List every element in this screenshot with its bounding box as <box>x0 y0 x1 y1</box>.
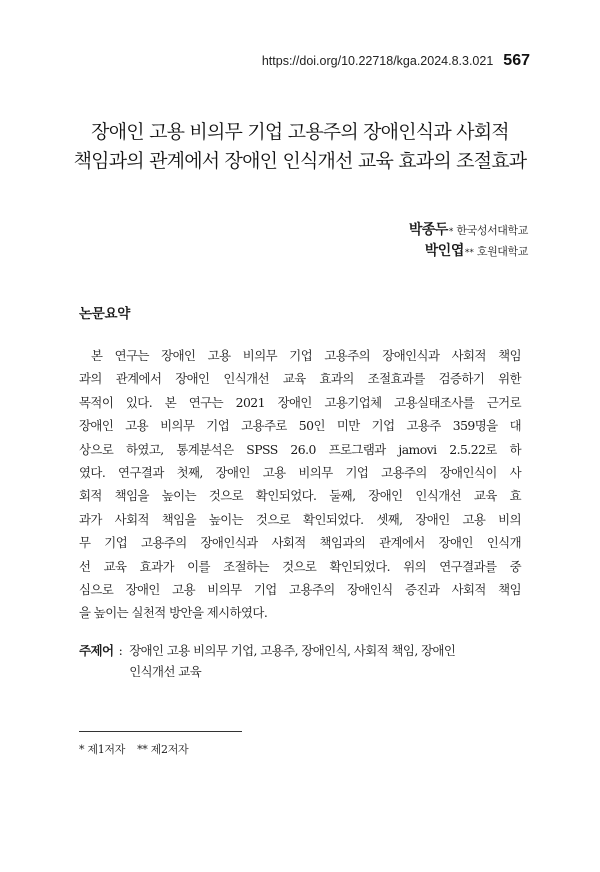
abstract-line: 목적이 있다. 본 연구는 2021 장애인 고용기업체 고용실태조사를 근거로 <box>79 394 521 410</box>
abstract-heading: 논문요약 <box>79 306 130 322</box>
page-header <box>262 52 530 70</box>
abstract-line: 심으로 장애인 고용 비의무 기업 고용주의 장애인식 증진과 사회적 책임 <box>79 582 521 598</box>
abstract-body <box>79 344 521 625</box>
keywords-line: 인식개선 교육 <box>129 664 202 679</box>
keywords-line: 장애인 고용 비의무 기업, 고용주, 장애인식, 사회적 책임, 장애인 <box>129 643 456 658</box>
author-mark: * <box>448 227 454 237</box>
keywords-colon: : <box>118 643 123 658</box>
abstract-line: 였다. 연구결과 첫째, 장애인 고용 비의무 기업 고용주의 장애인식이 사 <box>79 465 521 481</box>
author-mark: ** <box>464 248 474 258</box>
abstract-line: 본 연구는 장애인 고용 비의무 기업 고용주의 장애인식과 사회적 책임 <box>91 348 521 363</box>
abstract-line: 과의 관계에서 장애인 인식개선 교육 효과의 조절효과를 검증하기 위한 <box>79 371 521 387</box>
abstract-line: 무 기업 고용주의 장애인식과 사회적 책임과의 관계에서 장애인 인식개 <box>79 535 521 551</box>
footnotes <box>79 741 188 757</box>
title-line: 책임과의 관계에서 장애인 인식개선 교육 효과의 조절효과 <box>73 150 527 172</box>
abstract-line: 을 높이는 실천적 방안을 제시하였다. <box>79 605 268 621</box>
abstract-line: 장애인 고용 비의무 기업 고용주로 50인 미만 기업 고용주 359명을 대 <box>79 418 521 434</box>
author-affiliation: 호원대학교 <box>476 245 528 258</box>
author-entry <box>409 220 528 241</box>
paper-title <box>0 118 600 176</box>
abstract-line: 과가 사회적 책임을 높이는 것으로 확인되었다. 셋째, 장애인 고용 비의 <box>79 511 521 527</box>
title-line: 장애인 고용 비의무 기업 고용주의 장애인식과 사회적 <box>91 121 509 143</box>
author-list <box>409 220 528 262</box>
abstract-line: 회적 책임을 높이는 것으로 확인되었다. 둘째, 장애인 인식개선 교육 효 <box>79 488 521 504</box>
author-entry <box>409 241 528 262</box>
page-number: 567 <box>503 52 530 69</box>
author-name: 박종두 <box>408 222 448 238</box>
keywords-section <box>79 640 529 682</box>
footnote-first-author: * 제1저자 <box>79 743 126 756</box>
author-name: 박인엽 <box>424 243 464 259</box>
abstract-line: 상으로 하였고, 통계분석은 SPSS 26.0 프로그램과 jamovi 2.5.22로 하 <box>79 441 521 457</box>
abstract-line: 선 교육 효과가 이를 조절하는 것으로 확인되었다. 위의 연구결과를 중 <box>79 558 521 574</box>
footnote-second-author: ** 제2저자 <box>137 743 189 756</box>
doi-link[interactable]: https://doi.org/10.22718/kga.2024.8.3.021 <box>261 54 494 68</box>
keywords-list <box>129 640 455 682</box>
footnote-divider <box>79 731 242 732</box>
author-affiliation: 한국성서대학교 <box>456 224 528 237</box>
keywords-label: 주제어 <box>79 643 114 658</box>
